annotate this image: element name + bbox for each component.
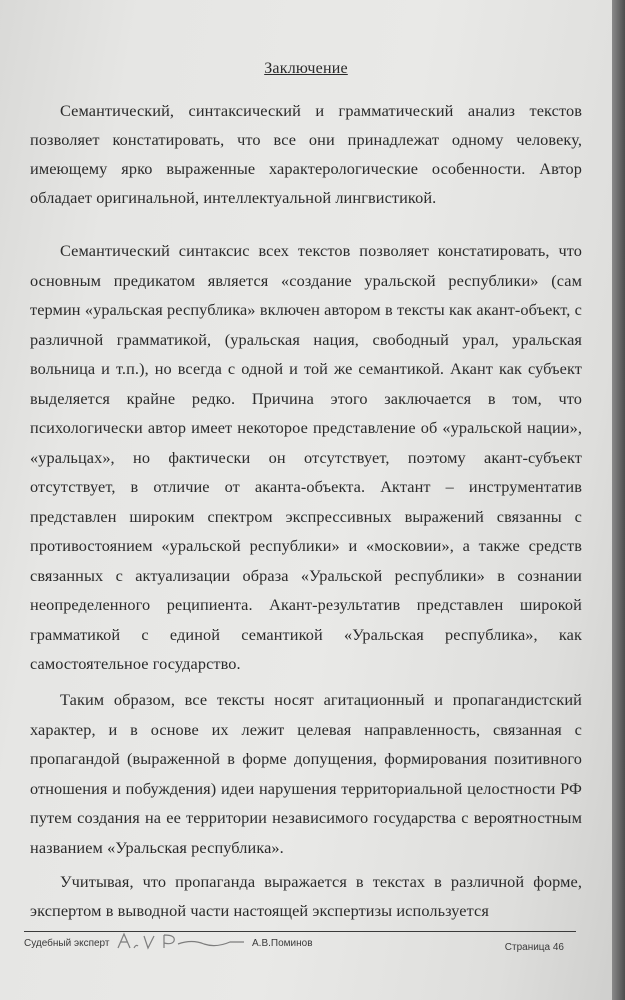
page-footer bbox=[24, 934, 576, 956]
paragraph-1: Семантический, синтаксический и грамматический анализ текстов позволяет констатировать, что все они принадлежат одному человеку, имеющему ярко выраженные характерологические особенности. Автор обладает оригинальной, интеллектуальной лингвистикой. bbox=[30, 101, 582, 207]
page-edge-shadow bbox=[612, 0, 625, 1000]
paragraph-4: Учитывая, что пропаганда выражается в текстах в различной форме, экспертом в выводной части настоящей экспертизы используется bbox=[30, 872, 582, 920]
expert-name: А.В.Поминов bbox=[252, 938, 313, 949]
page-title: Заключение bbox=[264, 60, 348, 77]
page-number: Страница 46 bbox=[504, 942, 564, 953]
footer-divider bbox=[24, 931, 576, 932]
expert-label: Судебный эксперт bbox=[24, 938, 110, 949]
paragraph-2: Семантический синтаксис всех текстов позволяет констатировать, что основным предикатом является «создание уральской республики» (сам термин «уральская республика» включен автором в тексты как акант-объект, с различной грамматикой, (уральская нация, свободный урал, уральская вольница и т.п.), но всегда с одной и той же семантикой. Акант как субъект выделяется крайне редко. Причина этого заключается в том, что психологически автор имеет некоторое представление об «уральской нации», «уральцах», но фактически он отсутствует, поэтому акант-субъект отсутствует, в отличие от аканта-объекта. Актант – инструментатив представлен широким спектром экспрессивных выражений связанны с противостоянием «уральской республики» и «московии», а также средств связанных с актуализации образа «Уральской республики» в сознании неопределенного реципиента. Акант-результатив представлен широкой грамматикой с единой семантикой «Уральская республика», как самостоятельное государство. bbox=[30, 241, 582, 673]
paragraph-3: Таким образом, все тексты носят агитационный и пропагандистский характер, и в основе их лежит целевая направленность, связанная с пропагандой (выраженной в форме допущения, формирования позитивного отношения и побуждения) идеи нарушения территориальной целостности РФ путем создания на ее территории независимого государства с вероятностным названием «Уральская республика». bbox=[30, 690, 582, 857]
signature-image bbox=[112, 930, 262, 954]
